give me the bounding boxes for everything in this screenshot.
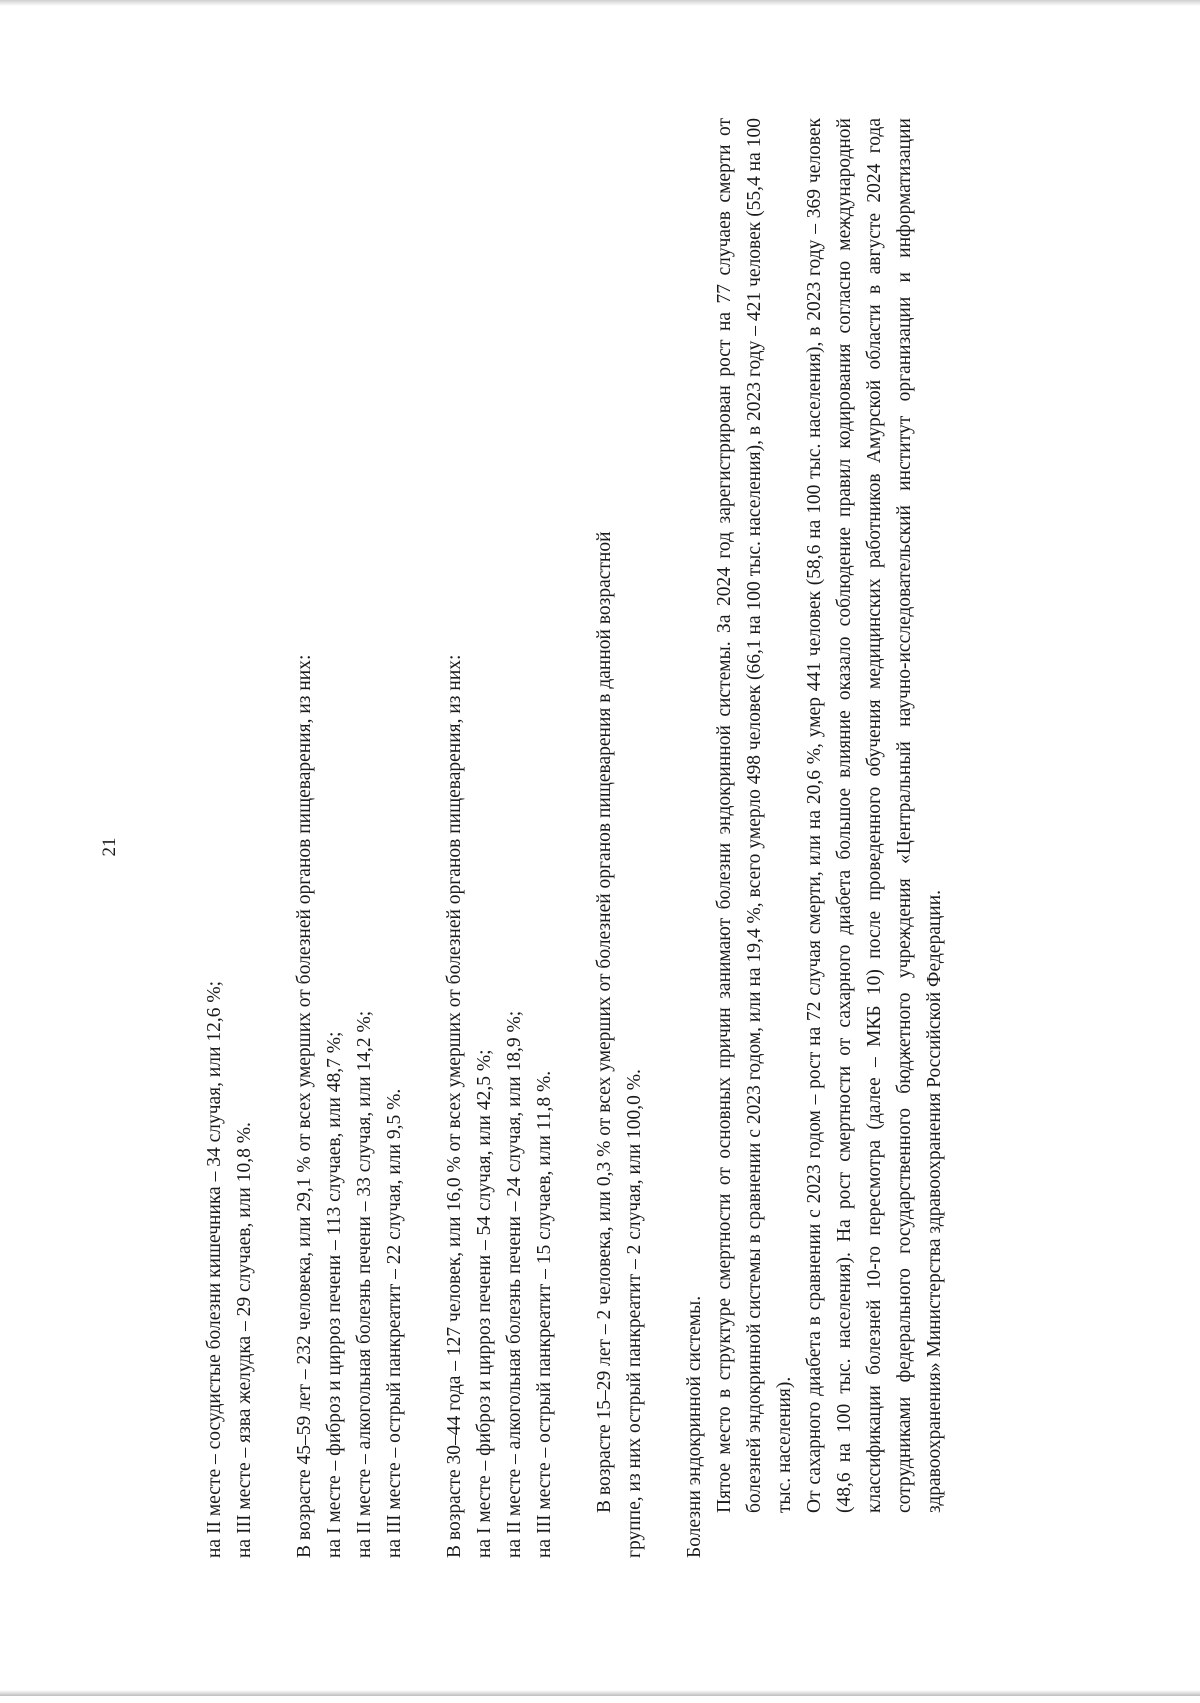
digestive-block-45-59 [290, 118, 410, 1558]
text-line: на I месте – фиброз и цирроз печени – 54 случая, или 42,5 %; [474, 1049, 495, 1558]
spacer [650, 118, 680, 1558]
text-line: группе, из них острый панкреатит – 2 случая, или 100,0 %. [624, 1069, 645, 1558]
text-line: на I месте – фиброз и цирроз печени – 113 случаев, или 48,7 %; [324, 1031, 345, 1558]
spacer [410, 118, 440, 1558]
document-body [200, 118, 950, 1558]
endocrine-section [680, 118, 950, 1558]
spacer [260, 118, 290, 1558]
text-line: на II месте – алкогольная болезнь печени – 33 случая, или 14,2 %; [354, 1010, 375, 1558]
text-line: на II месте – алкогольная болезнь печени – 24 случая, или 18,9 %; [504, 1010, 525, 1558]
endocrine-paragraph-2: От сахарного диабета в сравнении с 2023 годом – рост на 72 случая смерти, или на 20,6 %, умер 441 человек (58,6 на 100 тыс. населения), в 2023 году – 369 человек (48,6 на 100 тыс. населения). На рост смертности от сахарного диабета большое влияние оказало соблюдение правил кодирования согласно международной классификации болезней 10-го пересмотра (далее – МКБ 10) после проведенного обучения медицинских работников Амурской области в августе 2024 года сотрудниками федерального государственного бюджетного учреждения «Центральный научно-исследовательский институт организации и информатизации здравоохранения» Министерства здравоохранения Российской Федерации. [804, 118, 945, 1513]
text-line: на III месте – язва желудка – 29 случаев, или 10,8 %. [234, 1122, 255, 1558]
text-line: В возрасте 15–29 лет – 2 человека, или 0,3 % от всех умерших от болезней органов пищеварения в данной возрастной [594, 531, 615, 1513]
page-number: 21 [99, 837, 120, 857]
text-line: В возрасте 45–59 лет – 232 человека, или 29,1 % от всех умерших от болезней органов пищеварения, из них: [294, 654, 315, 1558]
text-line: на III месте – острый панкреатит – 22 случая, или 9,5 %. [384, 1088, 405, 1558]
digestive-block-15-29 [590, 118, 650, 1558]
spacer [560, 118, 590, 1558]
digestive-block-30-44 [440, 118, 560, 1558]
section-heading: Болезни эндокринной системы. [684, 1295, 705, 1558]
text-line: на II месте – сосудистые болезни кишечника – 34 случая, или 12,6 %; [204, 980, 225, 1558]
endocrine-paragraph-1: Пятое место в структуре смертности от основных причин занимают болезни эндокринной системы. За 2024 год зарегистрирован рост на 77 случаев смерти от болезней эндокринной системы в сравнении с 2023 годом, или на 19,4 %, всего умерло 498 человек (66,1 на 100 тыс. населения), в 2023 году – 421 человек (55,4 на 100 тыс. населения). [714, 118, 795, 1513]
text-line: В возрасте 30–44 года – 127 человек, или 16,0 % от всех умерших от болезней органов пищеварения, из них: [444, 654, 465, 1558]
text-line: на III месте – острый панкреатит – 15 случаев, или 11,8 %. [534, 1070, 555, 1558]
digestive-block-continued [200, 118, 260, 1558]
